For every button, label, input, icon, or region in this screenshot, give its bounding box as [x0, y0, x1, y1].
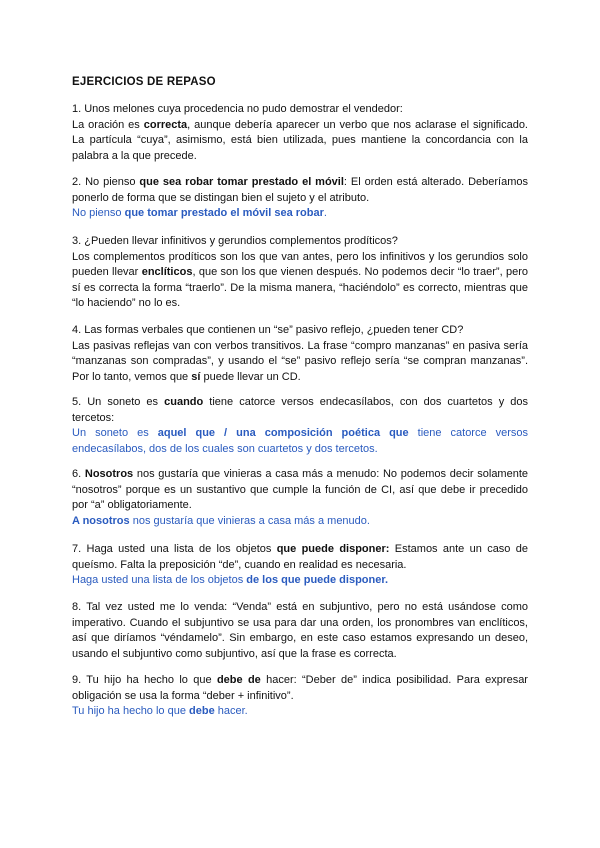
text-run: No pienso — [72, 207, 125, 219]
bold-text: enclíticos — [141, 266, 193, 278]
exercise-answer — [72, 118, 528, 165]
text-run: nos gustaría que vinieras a casa más a menudo. — [129, 514, 370, 527]
exercise-question — [72, 600, 528, 662]
text-run: 6. — [72, 468, 85, 480]
text-run: : El orden está alterado. Deberíamos ponerlo de forma que se distingan bien el sujeto y el atributo. — [72, 176, 528, 204]
text-run: La oración es — [72, 118, 144, 131]
exercise-question — [72, 395, 528, 426]
exercise-7 — [72, 542, 528, 589]
exercise-answer — [72, 339, 528, 386]
exercise-3 — [72, 234, 528, 312]
exercise-9 — [72, 673, 528, 720]
text-run: hacer. — [214, 705, 248, 717]
text-run: Haga usted una lista de los objetos — [72, 574, 247, 586]
exercise-2 — [72, 175, 528, 222]
text-run: Los complementos prodíticos son los que van antes, pero los infinitivos y los gerundios solo pueden llevar — [72, 250, 528, 278]
exercise-correction — [72, 206, 528, 222]
bold-text: aquel que / una composición poética que — [157, 427, 409, 439]
text-run: 4. Las formas verbales que contienen un “se” pasivo reflejo, ¿pueden tener CD? — [72, 324, 464, 336]
text-run: 7. Haga usted una lista de los objetos — [72, 543, 277, 555]
text-run: Las pasivas reflejas van con verbos transitivos. La frase “compro manzanas” en pasiva sería “manzanas son compradas”, y usando el “se” pasivo reflejo sería “se compran manzanas”. Por lo tanto, vemos que — [72, 339, 528, 383]
exercise-8 — [72, 600, 528, 662]
exercise-question — [72, 542, 528, 573]
exercise-6 — [72, 467, 528, 529]
text-run: Un soneto es — [72, 427, 158, 439]
bold-text: que tomar prestado el móvil sea robar — [124, 207, 324, 219]
bold-text: correcta — [143, 118, 188, 131]
exercise-question — [72, 323, 528, 339]
text-run: , que son los que vienen después. No podemos decir “lo traer”, pero sí es correcta la forma “traerlo”. De la misma manera, “haciéndolo” es correcto, mientras que “lo haciendo” no lo es. — [72, 266, 529, 309]
text-run: 3. ¿Pueden llevar infinitivos y gerundios complementos prodíticos? — [72, 235, 398, 247]
exercise-question — [72, 673, 528, 704]
text-run: nos gustaría que vinieras a casa más a menudo: No podemos decir solamente “nosotros” porque es un sustantivo que cumple la función de CI, así que debe ir precedido por “a” obligatoriamente. — [72, 468, 529, 511]
exercise-correction — [72, 426, 528, 457]
exercise-correction — [72, 573, 528, 589]
bold-text: de los que puede disponer. — [246, 574, 389, 586]
text-run: tiene catorce versos endecasílabos, dos de los cuales son cuartetos y dos tercetos. — [72, 427, 529, 455]
text-run: tiene catorce versos endecasílabos, con dos cuartetos y dos tercetos: — [72, 396, 529, 424]
bold-text: debe — [189, 705, 215, 717]
text-run: 9. Tu hijo ha hecho lo que — [72, 674, 217, 686]
exercise-4 — [72, 323, 528, 385]
bold-text: que puede disponer: — [276, 543, 390, 555]
exercise-correction — [72, 704, 528, 720]
exercise-answer — [72, 250, 528, 312]
exercise-question — [72, 175, 528, 206]
exercise-question — [72, 467, 528, 514]
exercise-5 — [72, 395, 528, 457]
exercise-question — [72, 102, 528, 118]
text-run: puede llevar un CD. — [200, 370, 301, 383]
text-run: Estamos ante un caso de queísmo. Falta la preposición “de”, cuando en realidad es necesaria. — [72, 543, 528, 571]
exercise-question — [72, 234, 528, 250]
text-run: Tu hijo ha hecho lo que — [72, 705, 190, 717]
text-run: 8. Tal vez usted me lo venda: “Venda” está en subjuntivo, pero no está usándose como imperativo. Cuando el subjuntivo se usa para dar una orden, los pronombres van enclíticos, así que diríamos “véndamelo”. Sin embargo, en este caso estamos expresando un deseo, usando el subjuntivo como subjuntivo, así que la frase es correcta. — [72, 601, 528, 660]
bold-text: A nosotros — [72, 514, 130, 527]
bold-text: que sea robar tomar prestado el móvil — [139, 176, 344, 188]
text-run: . — [323, 207, 327, 219]
text-run: 2. No pienso — [72, 176, 140, 188]
bold-text: cuando — [164, 396, 204, 408]
text-run: 1. Unos melones cuya procedencia no pudo demostrar el vendedor: — [72, 103, 403, 115]
bold-text: Nosotros — [84, 468, 134, 480]
text-run: , aunque debería aparecer un verbo que nos aclarase el significado. La partícula “cuya”, asimismo, está bien utilizada, pues mantiene la concordancia con la palabra a la que precede. — [72, 118, 528, 162]
exercise-1 — [72, 102, 528, 164]
page-title: EJERCICIOS DE REPASO — [72, 76, 216, 88]
bold-text: debe de — [216, 674, 261, 686]
exercise-correction — [72, 514, 528, 530]
text-run: hacer: “Deber de” indica posibilidad. Para expresar obligación se usa la forma “deber + infinitivo”. — [72, 674, 528, 702]
bold-text: sí — [191, 370, 201, 383]
text-run: 5. Un soneto es — [72, 396, 165, 408]
